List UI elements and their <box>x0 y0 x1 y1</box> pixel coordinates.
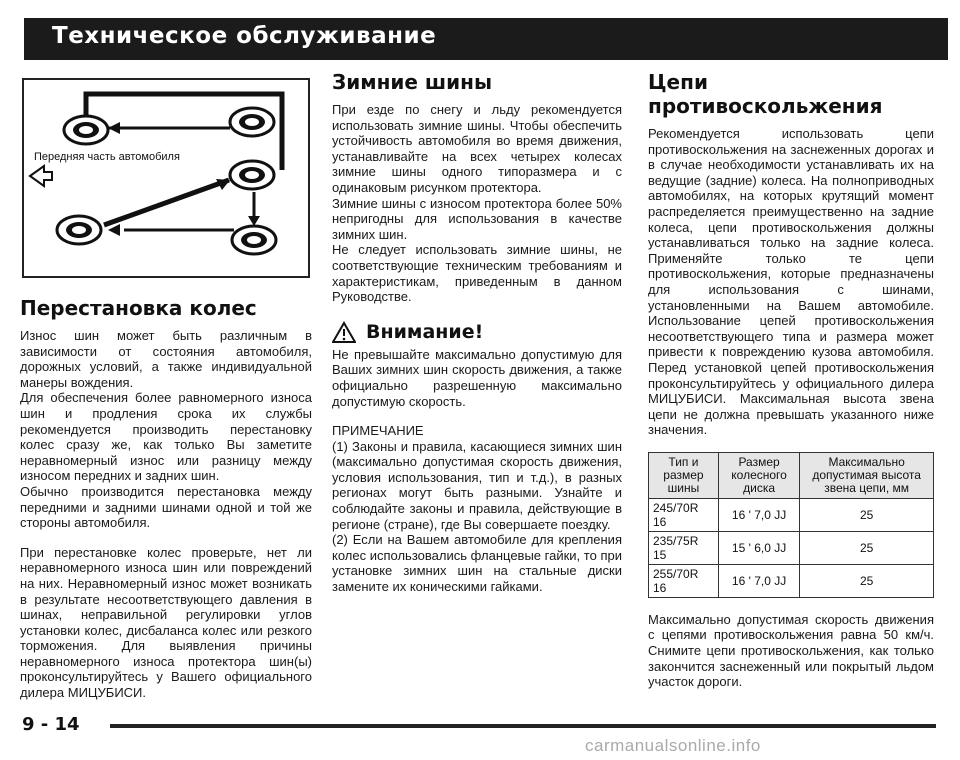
table-header-cell: Тип и размер шины <box>649 452 719 498</box>
table-cell: 25 <box>800 531 934 564</box>
note-item: (2) Если на Вашем автомобиле для крепления колес использовались фланцевые гайки, то при установке зимних шин на стальные диски замените их коническими гайками. <box>332 532 622 595</box>
section-title-rotation: Перестановка колес <box>20 296 257 320</box>
spare-wheel-icon <box>232 226 276 254</box>
front-left-wheel-icon <box>64 116 108 144</box>
right-column <box>648 70 934 690</box>
table-row <box>649 531 934 564</box>
watermark: carmanualsonline.info <box>585 736 761 755</box>
attention-text: Не превышайте максимально допустимую для Ваших зимних шин скорость движения, а также официально разрешенную максимально допустимую скорость. <box>332 346 622 409</box>
diagram-label: Передняя часть автомобиля <box>34 151 180 163</box>
table-cell: 16 ' 7,0 JJ <box>718 498 799 531</box>
middle-column <box>332 70 622 595</box>
footer-divider <box>110 724 936 728</box>
section-title-winter-tires: Зимние шины <box>332 70 493 94</box>
page-header-title: Техническое обслуживание <box>52 23 437 49</box>
table-cell: 25 <box>800 564 934 597</box>
table-cell: 235/75R 15 <box>649 531 719 564</box>
table-cell: 255/70R 16 <box>649 564 719 597</box>
paragraph: При перестановке колес проверьте, нет ли неравномерного износа шин или повреждений на них. Неравномерный износ может возникать в результате несоответствующего давления в шинах, неправильной регулировки углов установки колес, дисбаланса колес или резкого торможения. Для выявления причины неравномерного износа протектора шин(ы) проконсультируйтесь у Вашего официального дилера МИЦУБИСИ. <box>20 544 312 701</box>
note-title: ПРИМЕЧАНИЕ <box>332 423 424 439</box>
front-right-wheel-icon <box>230 108 274 136</box>
warning-triangle-icon <box>332 321 356 343</box>
note-item: (1) Законы и правила, касающиеся зимних шин (максимально допустимая скорость движения, условия использования, тип и т.д.), в разных регионах могут быть разными. Узнайте и соблюдайте законы и правила, действующие в регионе (стране), где Вы совершаете поездку. <box>332 438 622 532</box>
paragraph: Не следует использовать зимние шины, не соответствующие техническим требованиям и характеристикам, приведенным в данном Руководстве. <box>332 242 622 305</box>
chain-spec-table <box>648 452 934 598</box>
paragraph: При езде по снегу и льду рекомендуется использовать зимние шины. Чтобы обеспечить устойчивость автомобиля во время движения, устанавливайте на всех четырех колесах зимние шины одного типоразмера и с одинаковым рисунком протектора. <box>332 102 622 195</box>
speed-limit-text: Максимально допустимая скорость движения с цепями противоскольжения равна 50 км/ч. Снимите цепи противоскольжения, как только закончится заснеженный или покрытый льдом участок дороги. <box>648 611 934 690</box>
wheel-rotation-diagram <box>22 78 310 278</box>
wheel-rotation-svg <box>24 80 308 276</box>
snow-chains-text: Рекомендуется использовать цепи противоскольжения на заснеженных дорогах и в случае необходимости устанавливать их на ведущие (задние) колеса. На полноприводных автомобилях, на которых крутящий момент распределяется преимущественно на задние колеса, цепи противоскольжения должны устанавливаться только на задние колеса. Применяйте только те цепи противоскольжения, которые предназначены для использования с шинами, установленными на Вашем автомобиле. Использование цепей противоскольжения несоответствующего типа и размера может привести к повреждению кузова автомобиля. Перед установкой цепей противоскольжения проконсультируйтесь у официального дилера МИЦУБИСИ. Максимальная высота звена цепи не должна превышать указанного ниже значения. <box>648 126 934 438</box>
paragraph: Обычно производится перестановка между передними и задними шинами одной и той же стороны автомобиля. <box>20 483 312 531</box>
left-column <box>20 78 312 701</box>
paragraph: Износ шин может быть различным в зависимости от состояния автомобиля, дорожных условий, а также индивидуальной манеры вождения. <box>20 328 312 390</box>
rotation-text <box>20 328 312 701</box>
page-number: 9 - 14 <box>22 714 80 735</box>
paragraph: Для обеспечения более равномерного износа шин и продления срока их службы рекомендуется производить перестановку колес сразу же, как только Вы заметите неравномерный износ или разницу между износом передних и задних шин. <box>20 390 312 484</box>
rear-right-wheel-icon <box>230 161 274 189</box>
attention-label: Внимание! <box>366 320 484 343</box>
table-cell: 245/70R 16 <box>649 498 719 531</box>
table-cell: 25 <box>800 498 934 531</box>
table-cell: 15 ' 6,0 JJ <box>718 531 799 564</box>
table-header-cell: Размер колесного диска <box>718 452 799 498</box>
table-header-cell: Максимально допустимая высота звена цепи, мм <box>800 452 934 498</box>
attention-block <box>332 321 622 343</box>
table-header-row <box>649 452 934 498</box>
paragraph: Зимние шины с износом протектора более 50% непригодны для использования в качестве зимних шин. <box>332 195 622 242</box>
section-title-snow-chains: Цепи противоскольжения <box>648 70 883 118</box>
rear-left-wheel-icon <box>57 216 101 244</box>
table-row <box>649 498 934 531</box>
table-cell: 16 ' 7,0 JJ <box>718 564 799 597</box>
direction-arrow-icon <box>30 166 52 186</box>
table-row <box>649 564 934 597</box>
